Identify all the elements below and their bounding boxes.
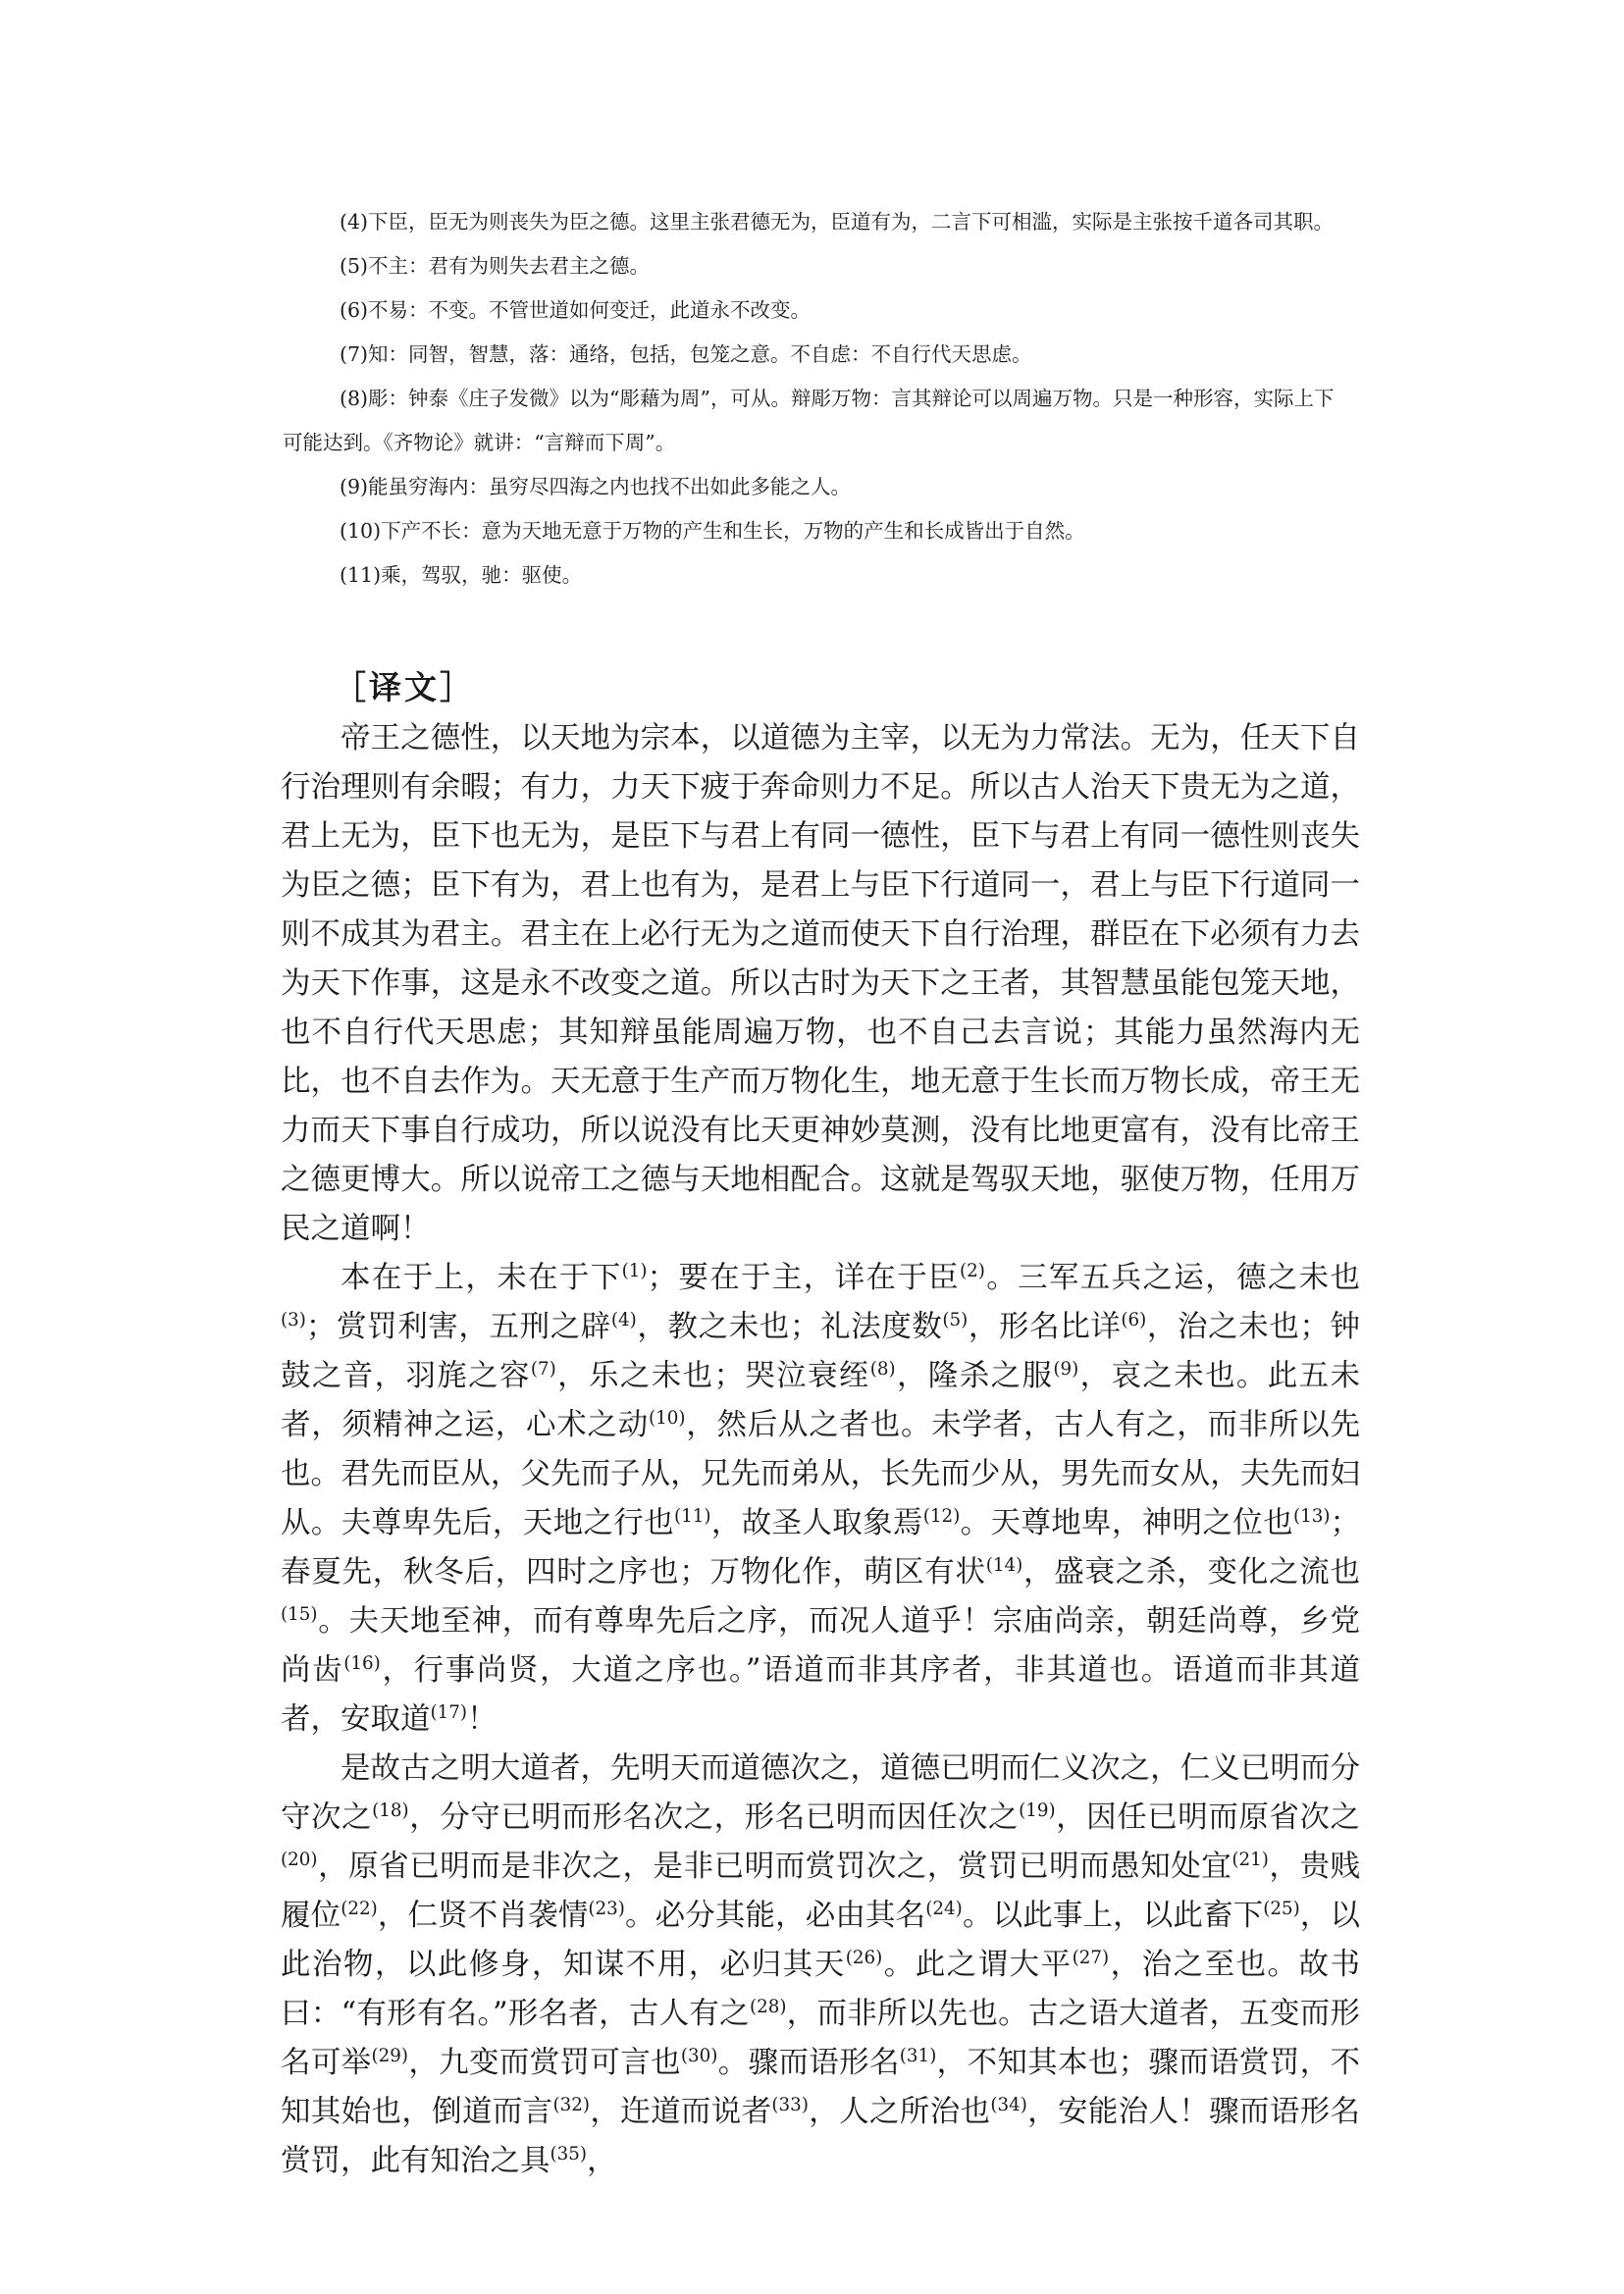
footnote-ref: (8) [869,1359,896,1381]
paragraph-text: ；赏罚利害，五刑之辟 [305,1310,611,1344]
paragraph-text: ；要在于主，详在于臣 [647,1261,960,1295]
body-paragraph [281,714,1360,1254]
paragraph-text: ，治之至也。故书曰：“有形有名。”形名者，古人有之 [281,1948,1361,2031]
footnote-ref: (24) [925,1899,963,1920]
paragraph-text: ，不知其本也；骤而语赏罚，不知其始也，倒道而言 [281,2046,1361,2129]
footnote-ref: (27) [1072,1948,1110,1969]
footnote-ref: (16) [343,1653,381,1675]
footnote-ref: (17) [430,1702,468,1724]
paragraph-text: 。骤而语形名 [717,2046,900,2080]
paragraph-text: ，安能治人！骤而语形名赏罚，此有知治之具 [281,2095,1361,2178]
footnote-ref: (7) [530,1359,556,1381]
footnote-ref: (28) [749,1997,787,2018]
footnote-ref: (2) [959,1261,985,1282]
footnote: (7)知：同智，智慧，落：通络，包括，包笼之意。不自虑：不自行代天思虑。 [340,342,1032,366]
translation-body [281,714,1360,2186]
footnote: (9)能虽穷海内：虽穷尽四海之内也找不出如此多能之人。 [340,475,852,498]
paragraph-text: 帝王之德性，以天地为宗本，以道德为主宰，以无为力常法。无为，任天下自行治理则有余暇；有力，力天下疲于奔命则力不足。所以古人治天下贵无为之道，君上无为，臣下也无为，是臣下与君上有同一德性，臣下与君上有同一德性则丧失为臣之德；臣下有为，君上也有为，是君上与臣下行道同一，君上与臣下行道同一则不成其为君主。君主在上必行无为之道而使天下自行治理，群臣在下必须有力去为天下作事，这是永不改变之道。所以古时为天下之王者，其智慧虽能包笼天地，也不自行代天思虑；其知辩虽能周遍万物，也不自己去言说；其能力虽然海内无比，也不自去作为。天无意于生产而万物化生，地无意于生长而万物长成，帝王无力而天下事自行成功，所以说没有比天更神妙莫测，没有比地更富有，没有比帝王之德更博大。所以说帝工之德与天地相配合。这就是驾驭天地，驱使万物，任用万民之道啊！ [281,721,1360,1246]
paragraph-text: ，哀之未也。此五未者，须精神之运，心术之动 [281,1359,1361,1442]
footnote-ref: (35) [550,2144,588,2165]
paragraph-text: ，教之未也；礼法度数 [636,1310,943,1344]
paragraph-text: ，人之所治也 [808,2095,991,2129]
paragraph-text: ，盛衰之杀，变化之流也 [1022,1555,1361,1590]
paragraph-text: 。天尊地卑，神明之位也 [960,1506,1293,1540]
paragraph-text: ，治之未也；钟鼓之音，羽旄之容 [281,1310,1361,1393]
paragraph-text: ，九变而赏罚可言也 [408,2046,681,2080]
footnote-ref: (20) [281,1850,318,1871]
paragraph-text: 。必分其能，必由其名 [624,1899,926,1933]
paragraph-text: ，分守已明而形名次之，形名已明而因任次之 [408,1800,1020,1835]
footnote: (11)乘，驾驭，驰：驱使。 [340,563,583,587]
footnote-ref: (23) [588,1899,625,1920]
footnote-ref: (30) [680,2046,718,2067]
footnote-ref: (26) [845,1948,883,1969]
footnote-ref: (33) [771,2095,809,2116]
footnote-ref: (32) [552,2095,591,2116]
paragraph-text: 。此之谓大平 [882,1948,1073,1982]
footnote-ref: (9) [1053,1359,1079,1381]
body-paragraph [281,1254,1360,1745]
footnote: (10)下产不长：意为天地无意于万物的产生和生长，万物的产生和长成皆出于自然。 [340,519,1085,543]
footnote-ref: (10) [649,1408,686,1430]
body-paragraph [281,1745,1360,2186]
paragraph-text: 是故古之明大道者，先明天而道德次之，道德已明而仁义次之，仁义已明而分守次之 [281,1751,1360,1835]
paragraph-text: ，乐之未也；哭泣衰绖 [555,1359,870,1393]
paragraph-text: ，形名比详 [968,1310,1122,1344]
footnote-ref: (19) [1019,1800,1056,1822]
paragraph-text: ，贵贱履位 [281,1850,1361,1933]
paragraph-text: 。夫天地至神，而有尊卑先后之序，而况人道乎！宗庙尚亲，朝廷尚尊，乡党尚齿 [281,1604,1360,1688]
footnote-ref: (15) [281,1604,318,1626]
footnote-ref: (4) [610,1310,637,1331]
footnote-ref: (5) [942,1310,969,1331]
paragraph-text: ，然后从之者也。未学者，古人有之，而非所以先也。君先而臣从，父先而子从，兄先而弟从，长先而少从，男先而女从，夫先而妇从。夫尊卑先后，天地之行也 [281,1408,1361,1540]
section-heading: ［译文］ [334,668,475,706]
paragraph-text: ，以此治物，以此修身，知谋不用，必归其天 [281,1899,1361,1982]
footnote-ref: (14) [985,1555,1023,1577]
footnote-ref: (21) [1231,1850,1269,1871]
paragraph-text: 本在于上，未在于下 [341,1261,622,1295]
paragraph-text: 。三军五兵之运，德之未也 [984,1261,1361,1295]
footnote: (4)下臣，臣无为则丧失为臣之德。这里主张君德无为，臣道有为，二言下可相滥，实际是主张按千道各司其职。 [340,210,1335,234]
paragraph-text: ，原省已明而是非次之，是非已明而赏罚次之，赏罚已明而愚知处宜 [317,1850,1232,1884]
footnote-ref: (3) [281,1310,306,1331]
paragraph-text: ，因任已明而原省次之 [1055,1800,1361,1835]
footnote-ref: (6) [1121,1310,1147,1331]
paragraph-text: ， [587,2144,617,2178]
footnote-ref: (11) [674,1506,711,1528]
footnote-ref: (1) [621,1261,648,1282]
footnote-ref: (29) [371,2046,409,2067]
footnote-ref: (18) [372,1800,409,1822]
footnote-ref: (22) [341,1899,378,1920]
footnote-ref: (31) [899,2046,937,2067]
footnote-ref: (13) [1292,1506,1331,1528]
footnote-ref: (25) [1263,1899,1300,1920]
paragraph-text: ！ [467,1702,498,1737]
footnote-ref: (34) [990,2095,1027,2116]
footnote: (8)彫：钟泰《庄子发微》以为“彫藉为周”，可从。辩彫万物：言其辩论可以周遍万物。只是一种形容，实际上下可能达到。《齐物论》就讲：“言辩而下周”。 [283,387,1335,454]
paragraph-text: ，故圣人取象焉 [710,1506,923,1540]
footnote-ref: (12) [922,1506,961,1528]
paragraph-text: ，行事尚贤，大道之序也。”语道而非其序者，非其道也。语道而非其道者，安取道 [281,1653,1361,1737]
paragraph-text: ，而非所以先也。古之语大道者，五变而形名可举 [281,1997,1360,2080]
footnote: (6)不易：不变。不管世道如何变迁，此道永不改变。 [340,298,812,322]
footnotes-section [283,200,1352,598]
footnote: (5)不主：君有为则失去君主之德。 [340,254,651,278]
paragraph-text: ，仁贤不肖袭情 [377,1899,589,1933]
paragraph-text: 。以此事上，以此畜下 [962,1899,1264,1933]
paragraph-text: ，迕道而说者 [590,2095,772,2129]
paragraph-text: ；春夏先，秋冬后，四时之序也；万物化作，萌区有状 [281,1506,1361,1590]
paragraph-text: ，隆杀之服 [895,1359,1054,1393]
